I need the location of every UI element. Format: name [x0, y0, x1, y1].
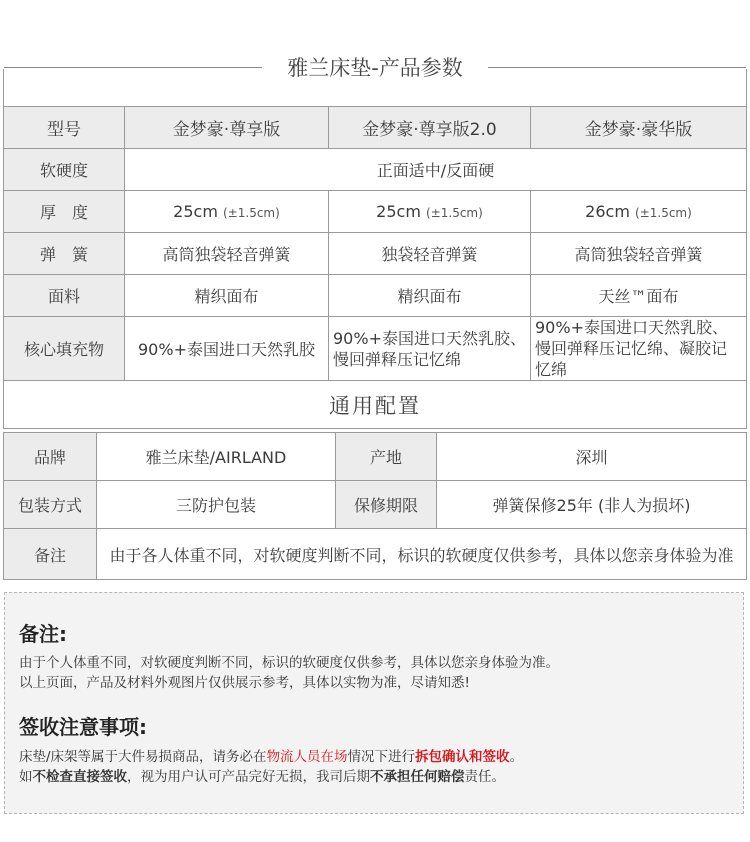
notes-box: [4, 592, 744, 814]
core-value-3: 90%+泰国进口天然乳胶、慢回弹释压记忆绵、凝胶记忆绵: [531, 317, 747, 381]
label-origin: 产地: [336, 433, 437, 481]
notes-line-2: 以上页面，产品及材料外观图片仅供展示参考，具体以实物为准，尽请知悉!: [19, 675, 470, 691]
spec-label-model: 型号: [4, 107, 125, 149]
spring-value-3: 高筒独袋轻音弹簧: [531, 233, 747, 275]
fabric-value-1: 精织面布: [125, 275, 329, 317]
model-3: 金梦豪·豪华版: [531, 107, 747, 149]
core-value-1: 90%+泰国进口天然乳胶: [125, 317, 329, 381]
origin-value: 深圳: [437, 433, 747, 481]
notes-heading: 备注:: [19, 622, 67, 646]
signing-line-2-e: 责任。: [464, 769, 505, 785]
thickness-cell-3: [531, 191, 747, 233]
thickness-cell-1: [125, 191, 329, 233]
signing-line-1: [19, 745, 523, 765]
spec-label-fabric: 面料: [4, 275, 125, 317]
packaging-value: 三防护包装: [97, 481, 336, 529]
thickness-value-2: 25cm: [376, 202, 421, 221]
label-brand: 品牌: [4, 433, 97, 481]
signing-line-1-a: 床垫/床架等属于大件易损商品，请务必在: [19, 749, 267, 765]
fabric-value-3: 天丝™面布: [531, 275, 747, 317]
title-divider-left: [4, 67, 262, 68]
label-packaging: 包装方式: [4, 481, 97, 529]
core-value-2: 90%+泰国进口天然乳胶、慢回弹释压记忆绵: [329, 317, 531, 381]
model-1: 金梦豪·尊享版: [125, 107, 329, 149]
title-divider-right: [488, 67, 746, 68]
signing-emphasis-no-check: 不检查直接签收: [32, 769, 127, 785]
spec-label-thickness: 厚 度: [4, 191, 125, 233]
signing-emphasis-no-compensation: 不承担任何赔偿: [370, 769, 465, 785]
general-section-title: 通用配置: [329, 393, 421, 418]
signing-highlight-courier-present: 物流人员在场: [266, 749, 348, 765]
spec-label-firmness: 软硬度: [4, 149, 125, 191]
signing-highlight-unpack-confirm: 拆包确认和签收: [415, 749, 510, 765]
thickness-tolerance-3: (±1.5cm): [635, 206, 692, 220]
signing-line-2: [19, 765, 505, 785]
remark-value: 由于各人体重不同，对软硬度判断不同，标识的软硬度仅供参考，具体以您亲身体验为准: [97, 529, 747, 580]
signing-line-1-c: 情况下进行: [347, 749, 416, 765]
spring-value-2: 独袋轻音弹簧: [329, 233, 531, 275]
firmness-value: 正面适中/反面硬: [125, 149, 747, 191]
thickness-value-1: 25cm: [173, 202, 218, 221]
label-warranty: 保修期限: [336, 481, 437, 529]
spec-label-spring: 弹 簧: [4, 233, 125, 275]
signing-line-2-c: ，视为用户认可产品完好无损，我司后期: [127, 769, 370, 785]
spec-label-core: 核心填充物: [4, 317, 125, 381]
thickness-tolerance-2: (±1.5cm): [426, 206, 483, 220]
spec-table-top-blank: [4, 69, 747, 107]
page-title: 雅兰床垫-产品参数: [287, 56, 463, 80]
spec-table: [3, 69, 747, 429]
notes-line-1: 由于个人体重不同，对软硬度判断不同，标识的软硬度仅供参考，具体以您亲身体验为准。: [19, 655, 559, 671]
model-2: 金梦豪·尊享版2.0: [329, 107, 531, 149]
general-section-header: [4, 381, 747, 429]
spring-value-1: 高筒独袋轻音弹簧: [125, 233, 329, 275]
thickness-tolerance-1: (±1.5cm): [223, 206, 280, 220]
fabric-value-2: 精织面布: [329, 275, 531, 317]
label-remark: 备注: [4, 529, 97, 580]
general-table: [3, 432, 747, 580]
warranty-value: 弹簧保修25年 (非人为损坏): [437, 481, 747, 529]
thickness-cell-2: [329, 191, 531, 233]
brand-value: 雅兰床垫/AIRLAND: [97, 433, 336, 481]
signing-line-1-e: 。: [509, 749, 524, 765]
signing-line-2-a: 如: [19, 769, 33, 785]
signing-heading: 签收注意事项:: [19, 715, 147, 739]
thickness-value-3: 26cm: [585, 202, 630, 221]
